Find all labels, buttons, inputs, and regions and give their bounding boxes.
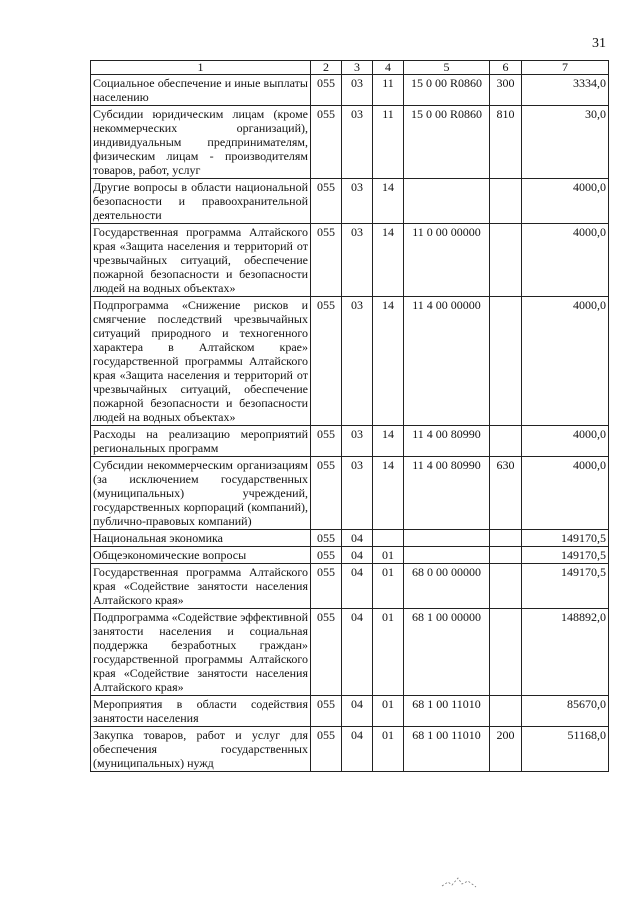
row-col5-cell: 15 0 00 R0860 bbox=[404, 106, 490, 179]
row-col5-cell: 68 1 00 00000 bbox=[404, 609, 490, 696]
header-cell: 7 bbox=[522, 61, 609, 75]
row-col2-cell: 055 bbox=[311, 547, 342, 564]
row-name-cell: Закупка товаров, работ и услуг для обеспечения государственных (муниципальных) нужд bbox=[91, 727, 311, 772]
row-col7-cell: 51168,0 bbox=[522, 727, 609, 772]
row-name-cell: Национальная экономика bbox=[91, 530, 311, 547]
row-col4-cell: 01 bbox=[373, 609, 404, 696]
row-col6-cell: 810 bbox=[490, 106, 522, 179]
row-col7-cell: 4000,0 bbox=[522, 224, 609, 297]
table-row bbox=[91, 106, 609, 179]
row-col6-cell: 200 bbox=[490, 727, 522, 772]
row-col3-cell: 03 bbox=[342, 75, 373, 106]
row-col2-cell: 055 bbox=[311, 426, 342, 457]
row-col6-cell bbox=[490, 530, 522, 547]
row-name-cell: Расходы на реализацию мероприятий региональных программ bbox=[91, 426, 311, 457]
row-col3-cell: 04 bbox=[342, 696, 373, 727]
row-col3-cell: 04 bbox=[342, 547, 373, 564]
budget-table bbox=[90, 60, 609, 772]
row-col7-cell: 148892,0 bbox=[522, 609, 609, 696]
header-cell: 1 bbox=[91, 61, 311, 75]
row-col3-cell: 04 bbox=[342, 609, 373, 696]
row-col3-cell: 03 bbox=[342, 224, 373, 297]
row-col6-cell bbox=[490, 426, 522, 457]
row-col6-cell: 630 bbox=[490, 457, 522, 530]
table-row bbox=[91, 426, 609, 457]
row-col3-cell: 03 bbox=[342, 426, 373, 457]
table-row bbox=[91, 696, 609, 727]
row-name-cell: Общеэкономические вопросы bbox=[91, 547, 311, 564]
row-col7-cell: 30,0 bbox=[522, 106, 609, 179]
row-col4-cell: 01 bbox=[373, 727, 404, 772]
row-col5-cell: 15 0 00 R0860 bbox=[404, 75, 490, 106]
row-col4-cell bbox=[373, 530, 404, 547]
row-name-cell: Субсидии юридическим лицам (кроме некоммерческих организаций), индивидуальным предпринимателям, физическим лицам - производителям товаров, работ, услуг bbox=[91, 106, 311, 179]
row-col2-cell: 055 bbox=[311, 224, 342, 297]
row-col7-cell: 149170,5 bbox=[522, 564, 609, 609]
row-col5-cell bbox=[404, 179, 490, 224]
row-col4-cell: 11 bbox=[373, 106, 404, 179]
header-cell: 4 bbox=[373, 61, 404, 75]
table-row bbox=[91, 179, 609, 224]
row-col7-cell: 85670,0 bbox=[522, 696, 609, 727]
row-col6-cell bbox=[490, 609, 522, 696]
row-col6-cell bbox=[490, 179, 522, 224]
table-row bbox=[91, 547, 609, 564]
row-col2-cell: 055 bbox=[311, 564, 342, 609]
row-col4-cell: 01 bbox=[373, 547, 404, 564]
row-col4-cell: 11 bbox=[373, 75, 404, 106]
row-col3-cell: 04 bbox=[342, 530, 373, 547]
row-col6-cell bbox=[490, 696, 522, 727]
row-col6-cell bbox=[490, 564, 522, 609]
table-row bbox=[91, 530, 609, 547]
row-name-cell: Подпрограмма «Снижение рисков и смягчение последствий чрезвычайных ситуаций природного и техногенного характера в Алтайском крае» государственной программы Алтайского края «Защита населения и территорий от чрезвычайных ситуаций, обеспечение пожарной безопасности и безопасности людей на водных объектах» bbox=[91, 297, 311, 426]
row-col7-cell: 3334,0 bbox=[522, 75, 609, 106]
table-row bbox=[91, 457, 609, 530]
row-col4-cell: 01 bbox=[373, 564, 404, 609]
row-col2-cell: 055 bbox=[311, 297, 342, 426]
row-name-cell: Субсидии некоммерческим организациям (за исключением государственных (муниципальных) учреждений, государственных корпораций (компаний), публично-правовых компаний) bbox=[91, 457, 311, 530]
row-col6-cell: 300 bbox=[490, 75, 522, 106]
table-row bbox=[91, 727, 609, 772]
row-col5-cell bbox=[404, 530, 490, 547]
row-name-cell: Другие вопросы в области национальной безопасности и правоохранительной деятельности bbox=[91, 179, 311, 224]
row-col3-cell: 03 bbox=[342, 457, 373, 530]
table-row bbox=[91, 564, 609, 609]
row-col4-cell: 14 bbox=[373, 426, 404, 457]
row-col2-cell: 055 bbox=[311, 106, 342, 179]
row-col5-cell: 68 1 00 11010 bbox=[404, 727, 490, 772]
row-name-cell: Подпрограмма «Содействие эффективной занятости населения и социальная поддержка безработных граждан» государственной программы Алтайского края «Содействие занятости населения Алтайского края» bbox=[91, 609, 311, 696]
row-col6-cell bbox=[490, 297, 522, 426]
page-number: 31 bbox=[592, 36, 606, 51]
row-name-cell: Мероприятия в области содействия занятости населения bbox=[91, 696, 311, 727]
row-col2-cell: 055 bbox=[311, 457, 342, 530]
row-name-cell: Государственная программа Алтайского края «Защита населения и территорий от чрезвычайных ситуаций, обеспечение пожарной безопасности и безопасности людей на водных объектах» bbox=[91, 224, 311, 297]
row-col4-cell: 14 bbox=[373, 224, 404, 297]
signature-mark-icon bbox=[440, 872, 480, 892]
row-col4-cell: 14 bbox=[373, 179, 404, 224]
row-col7-cell: 4000,0 bbox=[522, 426, 609, 457]
row-col7-cell: 149170,5 bbox=[522, 547, 609, 564]
row-col2-cell: 055 bbox=[311, 609, 342, 696]
row-col7-cell: 4000,0 bbox=[522, 297, 609, 426]
header-cell: 6 bbox=[490, 61, 522, 75]
header-cell: 5 bbox=[404, 61, 490, 75]
row-col7-cell: 149170,5 bbox=[522, 530, 609, 547]
row-col6-cell bbox=[490, 547, 522, 564]
row-col3-cell: 04 bbox=[342, 727, 373, 772]
row-col4-cell: 14 bbox=[373, 297, 404, 426]
table-row bbox=[91, 297, 609, 426]
row-col5-cell: 68 0 00 00000 bbox=[404, 564, 490, 609]
row-col4-cell: 14 bbox=[373, 457, 404, 530]
row-col5-cell: 11 4 00 80990 bbox=[404, 457, 490, 530]
row-col2-cell: 055 bbox=[311, 179, 342, 224]
row-col5-cell bbox=[404, 547, 490, 564]
row-col4-cell: 01 bbox=[373, 696, 404, 727]
row-col2-cell: 055 bbox=[311, 727, 342, 772]
row-col3-cell: 03 bbox=[342, 297, 373, 426]
table-row bbox=[91, 224, 609, 297]
row-col6-cell bbox=[490, 224, 522, 297]
row-col5-cell: 11 4 00 00000 bbox=[404, 297, 490, 426]
row-col5-cell: 11 4 00 80990 bbox=[404, 426, 490, 457]
table-row bbox=[91, 75, 609, 106]
row-col5-cell: 11 0 00 00000 bbox=[404, 224, 490, 297]
row-col3-cell: 04 bbox=[342, 564, 373, 609]
row-col7-cell: 4000,0 bbox=[522, 457, 609, 530]
row-col2-cell: 055 bbox=[311, 530, 342, 547]
row-col2-cell: 055 bbox=[311, 696, 342, 727]
row-col3-cell: 03 bbox=[342, 179, 373, 224]
table-row bbox=[91, 609, 609, 696]
header-row bbox=[91, 61, 609, 75]
row-col7-cell: 4000,0 bbox=[522, 179, 609, 224]
row-name-cell: Государственная программа Алтайского края «Содействие занятости населения Алтайского края» bbox=[91, 564, 311, 609]
row-col2-cell: 055 bbox=[311, 75, 342, 106]
row-col3-cell: 03 bbox=[342, 106, 373, 179]
row-name-cell: Социальное обеспечение и иные выплаты населению bbox=[91, 75, 311, 106]
row-col5-cell: 68 1 00 11010 bbox=[404, 696, 490, 727]
header-cell: 3 bbox=[342, 61, 373, 75]
header-cell: 2 bbox=[311, 61, 342, 75]
